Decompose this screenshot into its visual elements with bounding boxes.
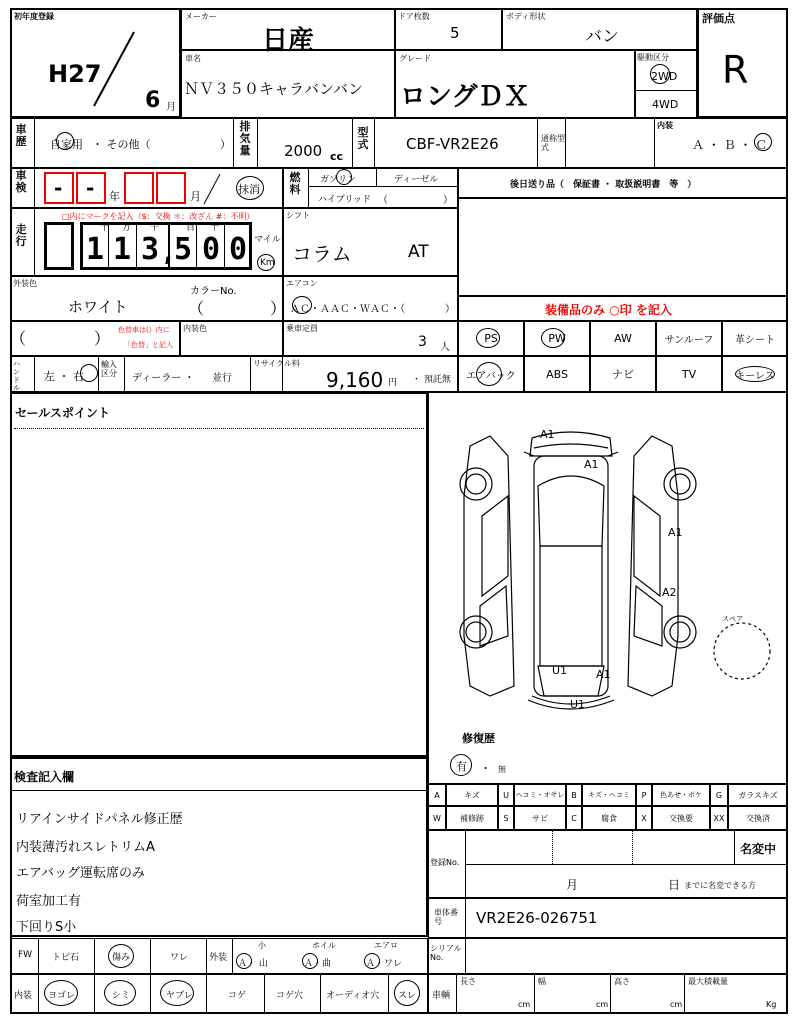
- doors-label: ドア枚数: [398, 12, 430, 21]
- car-name-label: 車名: [185, 54, 201, 63]
- score-value: R: [722, 48, 749, 92]
- mileage-km: Km: [260, 258, 275, 268]
- registration-mid: [465, 864, 788, 865]
- recycle-deposit: ・ 預託無: [412, 375, 451, 385]
- model-label-divider: [374, 118, 375, 168]
- odometer-comma: ,: [164, 242, 173, 267]
- footer-aero: エアロ: [374, 941, 398, 950]
- note-line: リアインサイドパネル修正歴: [16, 812, 183, 827]
- capacity-unit: 人: [440, 342, 450, 353]
- int-divider: [38, 974, 39, 1014]
- int-item: オーディオ穴: [326, 991, 380, 1001]
- odometer-digit: 0: [202, 232, 221, 267]
- sales-box: [10, 392, 428, 757]
- import-label-divider: [124, 356, 125, 392]
- equip-aw: AW: [590, 321, 656, 356]
- int-sep-5: [320, 974, 321, 1014]
- odo-sep-5: [224, 224, 225, 268]
- drive-4wd: 4WD: [652, 98, 679, 111]
- chassis-label: 車体番号: [434, 908, 458, 926]
- size-sep-1: [534, 974, 535, 1014]
- handle-divider: [34, 356, 35, 392]
- spare-label: スペア: [722, 615, 743, 623]
- repair-yes: 有: [456, 760, 467, 773]
- color-code-label: カラーNo.: [190, 286, 237, 297]
- equip-navi: ナビ: [590, 356, 656, 392]
- recycle-label: リサイクル料: [253, 359, 300, 368]
- equip-pw-mark: [541, 328, 565, 348]
- odometer-digit: 1: [113, 232, 132, 267]
- size-width-unit: cm: [596, 1000, 609, 1009]
- reg-col-2: [632, 830, 633, 864]
- footer-small: 小: [258, 941, 266, 950]
- registration-month: 月: [566, 878, 579, 892]
- model-label: 型式: [357, 126, 369, 151]
- color-change-open: （: [10, 329, 27, 348]
- legend-code: X: [636, 806, 652, 830]
- size-height-unit: cm: [670, 1000, 683, 1009]
- repair-no: 無: [498, 765, 506, 774]
- odometer-digit: 5: [174, 232, 193, 267]
- interior-grade-mark: [754, 133, 772, 151]
- common-model-label: 通称型式: [541, 134, 565, 152]
- inspection-cancelled-mark: [236, 176, 264, 200]
- chassis-value: VR2E26-026751: [476, 909, 598, 927]
- drive-2wd-mark: [650, 64, 670, 84]
- int-sep-2: [150, 974, 151, 1014]
- car-name-value: ＮＶ３５０キャラバンバン: [184, 80, 363, 98]
- ext-color-label: 外装色: [13, 279, 37, 288]
- mileage-mile: マイル: [254, 235, 281, 245]
- fuel-label-divider: [308, 168, 309, 208]
- aircon-label: エアコン: [286, 279, 318, 288]
- legend-code: B: [566, 784, 582, 806]
- fw-label: FW: [18, 950, 33, 960]
- registration-deadline: までに名変できる方: [684, 881, 756, 890]
- color-change-note-2: 「色替」と記入: [124, 341, 173, 349]
- drive-label: 駆動区分: [637, 53, 669, 62]
- int-sep-6: [388, 974, 389, 1014]
- fw-item: 傷み: [112, 953, 131, 963]
- displacement-value: 2000: [284, 142, 323, 160]
- interior-grades: Ａ ・ Ｂ ・ Ｃ: [692, 138, 768, 152]
- legend-code: U: [498, 784, 514, 806]
- fuel-paren-close: ）: [443, 195, 453, 206]
- int-tear-mark: [160, 980, 194, 1006]
- repair-dot: ・: [480, 762, 491, 775]
- transmission-value: AT: [408, 242, 429, 262]
- inspection-dash-1: -: [54, 176, 63, 200]
- inspection-box-4: [156, 172, 186, 204]
- legend-desc: キズ: [446, 784, 498, 806]
- fw-divider: [38, 938, 39, 974]
- fuel-diesel: ディーゼル: [394, 175, 439, 185]
- car-right-view: [628, 436, 696, 696]
- serial-divider: [465, 938, 466, 974]
- notes-label: 検査記入欄: [14, 770, 75, 784]
- legend-code: C: [566, 806, 582, 830]
- inspection-year: 年: [109, 190, 120, 203]
- fuel-gasoline: ガソリン: [320, 175, 357, 185]
- history-use-mark: [56, 132, 74, 150]
- inspection-label-divider: [34, 168, 35, 208]
- fuel-hybrid: ハイブリッド: [318, 195, 372, 205]
- notes-divider: [10, 790, 428, 791]
- common-divider: [537, 118, 538, 168]
- fuel-label: 燃料: [289, 171, 301, 196]
- color-code-open: （: [188, 299, 205, 318]
- recycle-yen: 円: [388, 378, 398, 388]
- legend-code: S: [498, 806, 514, 830]
- fw-damage-mark: [108, 944, 134, 968]
- legend-code: G: [710, 784, 728, 806]
- registration-label: 登録No.: [430, 858, 460, 867]
- size-label: 車輌: [432, 991, 451, 1001]
- ext-divider: [232, 938, 233, 974]
- fw-sep-2: [150, 938, 151, 974]
- mileage-leading-box: [44, 222, 74, 270]
- accessories-area: [458, 198, 788, 296]
- footer-int-label: 内装: [14, 991, 33, 1001]
- note-line: 荷室加工有: [16, 894, 82, 909]
- displacement-unit: cc: [330, 150, 344, 163]
- color-change-note-1: 色替車は(）内に: [118, 326, 170, 334]
- body-value: バン: [585, 27, 619, 47]
- score-label: 評価点: [702, 12, 735, 25]
- inspection-cancelled: 抹消: [238, 183, 260, 196]
- serial-box: [428, 938, 788, 974]
- color-code-close: ）: [270, 299, 287, 318]
- history-use: 自家用: [50, 138, 83, 151]
- footer-wheel-opts: Ａ・曲: [304, 959, 332, 969]
- history-other: ・ その他（: [92, 138, 151, 151]
- odometer-digit: 1: [86, 232, 105, 267]
- first-reg-slash: [90, 30, 140, 110]
- legend-code: P: [636, 784, 652, 806]
- note-line: 下回りS小: [16, 920, 77, 935]
- odometer-digit: 0: [229, 232, 248, 267]
- import-dealer: ディーラー ・: [132, 373, 195, 384]
- odo-sep-1: [108, 224, 109, 268]
- maker-value: 日産: [262, 26, 315, 56]
- mileage-label-divider: [34, 208, 35, 276]
- ext-color-value: ホワイト: [68, 298, 128, 316]
- unit-hyaku: 百: [186, 223, 196, 233]
- legend-code: W: [428, 806, 446, 830]
- legend-desc: 交換要: [652, 806, 710, 830]
- registration-transfer: 名変中: [740, 842, 777, 856]
- size-length: 長さ: [460, 977, 476, 986]
- legend-desc: ヘコミ・オサレ: [514, 784, 566, 806]
- disp-divider: [233, 118, 234, 168]
- unit-man: 万: [122, 223, 132, 233]
- fw-sep-1: [94, 938, 95, 974]
- legend-code: A: [428, 784, 446, 806]
- legend-code: XX: [710, 806, 728, 830]
- import-divider: [98, 356, 99, 392]
- fuel-paren-open: （: [378, 195, 388, 206]
- equip-leather: 革シート: [722, 321, 788, 356]
- mileage-note: □内にマークを記入（$：交換 ＊：改ざん #：不明）: [62, 212, 255, 221]
- capacity-label: 乗車定員: [286, 324, 318, 333]
- equip-pw: PW: [524, 321, 590, 356]
- footer-ext-label: 外装: [209, 953, 228, 963]
- unit-jyuman: 十: [100, 223, 110, 233]
- color-change-close: ）: [94, 329, 111, 348]
- equip-ps-mark: [476, 328, 500, 348]
- maker-label: メーカー: [185, 12, 217, 21]
- legend-desc: 色あせ・ボケ: [652, 784, 710, 806]
- size-length-unit: cm: [518, 1000, 531, 1009]
- inspection-slash: [200, 172, 224, 206]
- size-height: 高さ: [614, 977, 630, 986]
- import-label: 輸入区分: [101, 360, 117, 378]
- size-sep-3: [684, 974, 685, 1014]
- interior-divider: [654, 118, 655, 168]
- import-parallel: 並行: [212, 373, 232, 384]
- registration-day: 日: [668, 878, 681, 892]
- aero-mark: [364, 953, 380, 969]
- inspection-dash-2: -: [86, 176, 95, 200]
- interior-label: 内装: [657, 121, 673, 130]
- handle-mark: [80, 364, 98, 382]
- capacity-value: 3: [418, 334, 427, 350]
- damage-mark: A1: [584, 458, 599, 471]
- accessories-text: 後日送り品（ 保証書 ・ 取扱説明書 等 ）: [510, 180, 697, 190]
- note-line: エアバッグ運転席のみ: [16, 866, 145, 881]
- first-reg-month: 6: [145, 88, 161, 113]
- inspection-month: 月: [190, 190, 201, 203]
- footer-aero-opts: Ａ・ワレ: [366, 959, 403, 969]
- equip-airbag-mark: [476, 362, 502, 386]
- int-item: コゲ穴: [276, 991, 304, 1001]
- damage-mark: U1: [570, 698, 586, 711]
- common-label-divider: [565, 118, 566, 168]
- equip-tv: TV: [656, 356, 722, 392]
- shift-label: シフト: [286, 211, 310, 220]
- int-item: スレ: [398, 991, 417, 1001]
- repair-label: 修復歴: [462, 732, 495, 745]
- aircon-options: ＡＣ・ＡＡＣ・ＷＡＣ・（ ）: [290, 304, 455, 315]
- int-stain-mark: [44, 980, 78, 1006]
- legend-desc: キズ・ヘコミ: [582, 784, 636, 806]
- handle-value: 左 ・ 右: [44, 370, 84, 383]
- odometer-digit: 3: [141, 232, 160, 267]
- unit-sen: 千: [150, 223, 160, 233]
- fw-item: ワレ: [170, 953, 189, 963]
- equipment-header-text: 装備品のみ ○印 を記入: [545, 303, 672, 317]
- legend-desc: ガラスキズ: [728, 784, 788, 806]
- sales-dotted-line: [14, 428, 424, 429]
- doors-value: 5: [450, 24, 460, 42]
- int-color-label: 内装色: [183, 324, 207, 333]
- size-width: 幅: [538, 977, 546, 986]
- size-sep-2: [610, 974, 611, 1014]
- size-kg: Kg: [766, 1000, 777, 1009]
- repair-yes-mark: [450, 754, 472, 776]
- legend-desc: 補修跡: [446, 806, 498, 830]
- fuel-mid-divider: [308, 186, 458, 187]
- grade-label: グレード: [399, 54, 431, 63]
- size-divider: [456, 974, 457, 1014]
- inspection-label: 車検: [15, 169, 27, 194]
- int-spot-mark: [104, 980, 136, 1006]
- recycle-value: 9,160: [326, 368, 384, 392]
- legend-desc: 交換済: [728, 806, 788, 830]
- aircon-mark: [292, 296, 312, 314]
- chassis-label-divider: [465, 898, 466, 938]
- drive-2wd: 2WD: [651, 70, 678, 83]
- damage-mark: A1: [540, 428, 555, 441]
- inspection-box-3: [124, 172, 154, 204]
- odo-sep-4: [196, 224, 197, 268]
- damage-mark: A1: [596, 668, 611, 681]
- month-unit: 月: [166, 102, 176, 113]
- mileage-label: 走行: [15, 223, 27, 248]
- int-item: シミ: [112, 991, 131, 1001]
- spare-tire: [714, 623, 770, 679]
- body-label: ボディ形状: [506, 12, 546, 21]
- first-reg-label: 初年度登録: [14, 12, 54, 21]
- damage-mark: U1: [552, 664, 568, 677]
- small-mark: [236, 953, 252, 969]
- history-close: ）: [220, 138, 231, 151]
- mileage-km-mark: [257, 254, 275, 271]
- ext-color-box: [10, 276, 283, 321]
- displacement-label: 排気量: [239, 120, 251, 157]
- int-item: コゲ: [228, 991, 247, 1001]
- unit-jyu: 十: [210, 223, 220, 233]
- reg-col-1: [552, 830, 553, 864]
- size-max-load: 最大積載量: [688, 977, 728, 986]
- shift-value: コラム: [292, 242, 352, 266]
- int-sep-4: [264, 974, 265, 1014]
- disp-label-divider: [257, 118, 258, 168]
- history-label-divider: [34, 118, 35, 168]
- equip-keyless-mark: [735, 366, 775, 382]
- model-divider: [352, 118, 353, 168]
- int-sep-1: [94, 974, 95, 1014]
- fuel-gasoline-mark: [336, 169, 352, 185]
- equip-ps: PS: [458, 321, 524, 356]
- int-wear-mark: [394, 980, 420, 1006]
- damage-mark: A2: [662, 586, 677, 599]
- equip-abs: ABS: [524, 356, 590, 392]
- note-line: 内装薄汚れスレトリムA: [16, 840, 155, 855]
- fuel-col-divider: [376, 168, 377, 186]
- first-reg-year: H27: [48, 60, 102, 88]
- grade-value: ロングＤＸ: [400, 82, 530, 112]
- int-item: ヤブレ: [166, 991, 193, 1001]
- int-sep-3: [206, 974, 207, 1014]
- history-label: 車歴: [15, 123, 27, 148]
- footer-wheel: ホイル: [312, 941, 336, 950]
- sales-label: セールスポイント: [15, 406, 110, 420]
- equip-keyless: キーレス: [722, 356, 788, 392]
- footer-small-opts: Ａ・ 山: [238, 959, 268, 969]
- car-left-view: [460, 436, 514, 696]
- equip-sunroof: サンルーフ: [656, 321, 722, 356]
- odo-sep-2: [136, 224, 137, 268]
- wheel-mark: [302, 953, 318, 969]
- reg-col-3: [734, 830, 735, 864]
- model-value: CBF-VR2E26: [406, 135, 499, 153]
- equip-airbag: エアバック: [458, 356, 524, 392]
- legend-desc: サビ: [514, 806, 566, 830]
- legend-desc: 腐食: [582, 806, 636, 830]
- int-item: ヨゴレ: [48, 991, 76, 1001]
- serial-label: シリアルNo.: [430, 944, 462, 962]
- handle-label: ハンドル: [13, 360, 20, 392]
- drive-divider: [635, 90, 697, 91]
- fw-item: トビ石: [52, 953, 80, 963]
- damage-mark: A1: [668, 526, 683, 539]
- fw-sep-3: [206, 938, 207, 974]
